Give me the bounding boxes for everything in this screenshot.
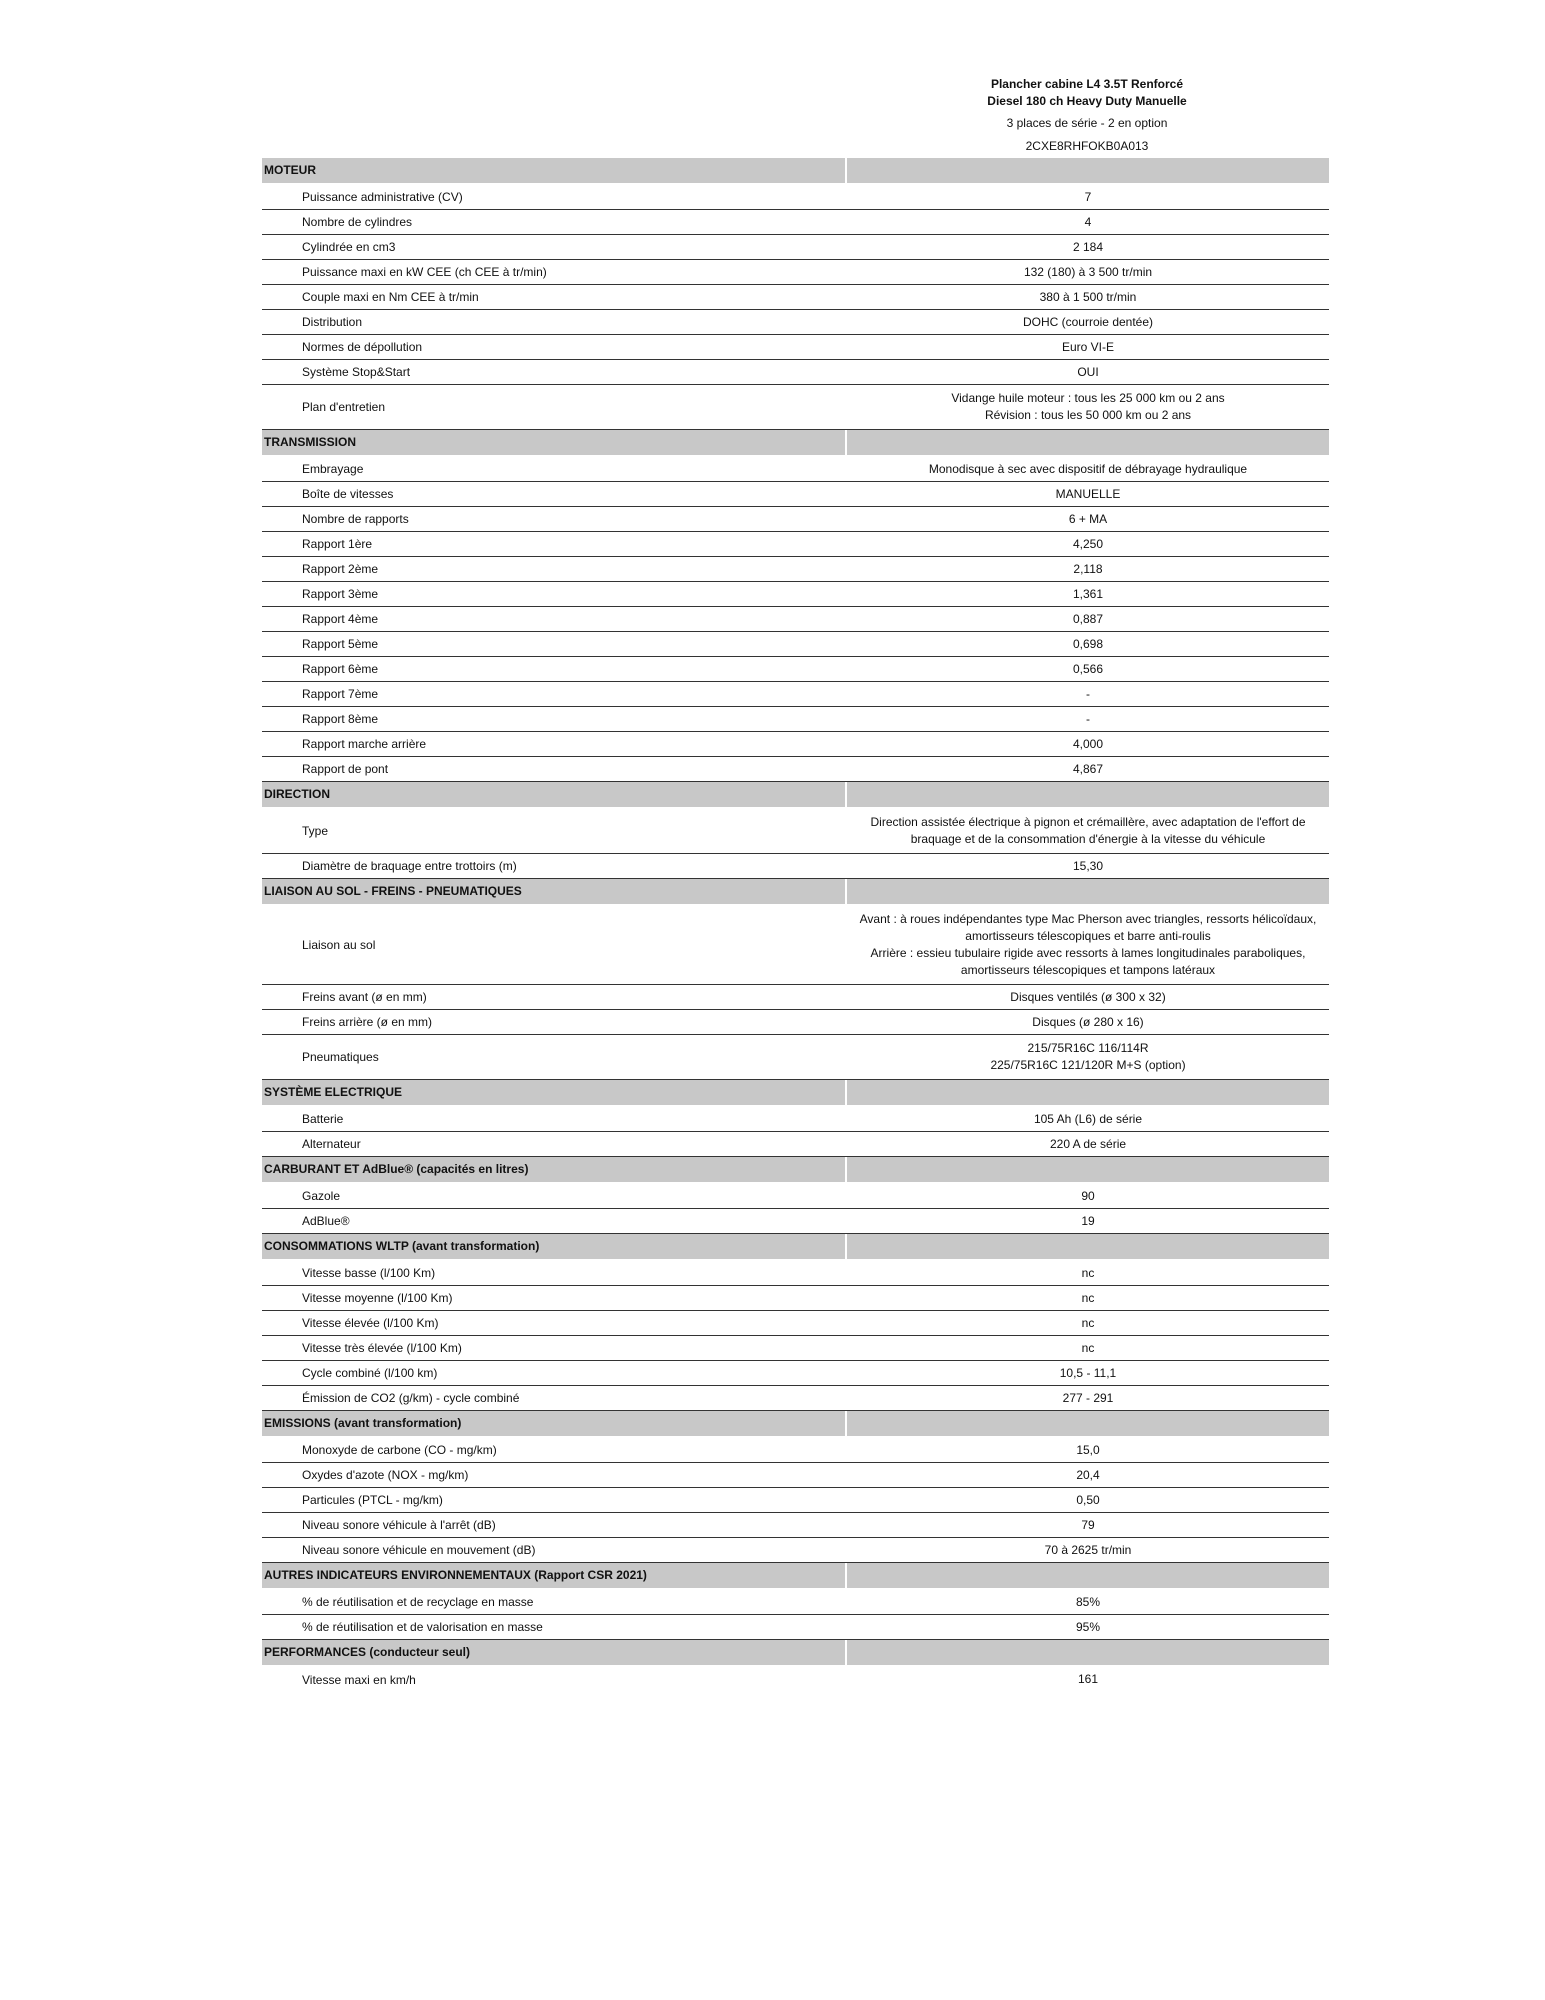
spec-row <box>262 1311 1329 1336</box>
spec-row <box>262 1184 1329 1209</box>
model-title-line2: Diesel 180 ch Heavy Duty Manuelle <box>987 94 1187 108</box>
spec-label: Freins avant (ø en mm) <box>302 990 427 1004</box>
spec-label: Rapport 2ème <box>302 562 379 576</box>
spec-label: Embrayage <box>302 462 364 476</box>
section-header-fill <box>847 782 1329 807</box>
spec-row <box>262 732 1329 757</box>
spec-label: Alternateur <box>302 1137 361 1151</box>
section-header <box>262 1157 1329 1184</box>
spec-row <box>262 507 1329 532</box>
spec-value: 4,000 <box>1072 736 1104 751</box>
spec-label: Vitesse basse (l/100 Km) <box>302 1266 436 1280</box>
section-header <box>262 879 1329 906</box>
spec-row <box>262 285 1329 310</box>
spec-row <box>262 757 1329 782</box>
section-header <box>262 1411 1329 1438</box>
spec-value: MANUELLE <box>1055 486 1121 501</box>
spec-label: Particules (PTCL - mg/km) <box>302 1493 443 1507</box>
spec-value: 0,566 <box>1072 661 1104 676</box>
spec-row <box>262 632 1329 657</box>
spec-row <box>262 1615 1329 1640</box>
spec-row <box>262 532 1329 557</box>
spec-value: 215/75R16C 116/114R 225/75R16C 121/120R M+S (option) <box>990 1041 1186 1072</box>
spec-row <box>262 1010 1329 1035</box>
spec-value: nc <box>1081 1290 1095 1305</box>
spec-label: Rapport 8ème <box>302 712 379 726</box>
spec-value: 1,361 <box>1072 586 1104 601</box>
section-header-fill <box>847 430 1329 455</box>
spec-label: Niveau sonore véhicule en mouvement (dB) <box>302 1543 536 1557</box>
spec-label: Puissance maxi en kW CEE (ch CEE à tr/min) <box>302 265 547 279</box>
spec-label: Couple maxi en Nm CEE à tr/min <box>302 290 479 304</box>
spec-label: Pneumatiques <box>302 1050 379 1064</box>
spec-table <box>262 158 1329 1692</box>
model-code: 2CXE8RHFOKB0A013 <box>1025 139 1149 153</box>
section-title: CONSOMMATIONS WLTP (avant transformation) <box>262 1234 845 1259</box>
spec-value: 15,30 <box>1072 858 1104 873</box>
spec-label: Boîte de vitesses <box>302 487 394 501</box>
spec-row <box>262 1209 1329 1234</box>
spec-value: Monodisque à sec avec dispositif de débrayage hydraulique <box>928 461 1248 476</box>
section-header-fill <box>847 158 1329 183</box>
spec-row <box>262 1286 1329 1311</box>
spec-label: Rapport 6ème <box>302 662 379 676</box>
spec-value: 95% <box>1075 1619 1101 1634</box>
section-header <box>262 1234 1329 1261</box>
spec-row <box>262 707 1329 732</box>
spec-row <box>262 607 1329 632</box>
spec-value: 15,0 <box>1076 1442 1100 1457</box>
spec-value: 7 <box>1084 189 1092 204</box>
spec-row <box>262 1488 1329 1513</box>
spec-value: 4,867 <box>1072 761 1104 776</box>
section-header <box>262 1563 1329 1590</box>
spec-label: Émission de CO2 (g/km) - cycle combiné <box>302 1391 520 1405</box>
spec-label: Normes de dépollution <box>302 340 423 354</box>
spec-label: Plan d'entretien <box>302 400 386 414</box>
spec-row <box>262 682 1329 707</box>
spec-label: Vitesse élevée (l/100 Km) <box>302 1316 439 1330</box>
spec-label: Système Stop&Start <box>302 365 411 379</box>
spec-value: DOHC (courroie dentée) <box>1022 314 1154 329</box>
section-title: LIAISON AU SOL - FREINS - PNEUMATIQUES <box>262 879 845 904</box>
spec-label: Rapport 1ère <box>302 537 373 551</box>
spec-row <box>262 1336 1329 1361</box>
spec-value: Disques ventilés (ø 300 x 32) <box>1010 989 1166 1004</box>
spec-row <box>262 260 1329 285</box>
seats-info: 3 places de série - 2 en option <box>1006 116 1168 130</box>
spec-value: 161 <box>1077 1672 1099 1686</box>
spec-row <box>262 385 1329 430</box>
spec-row <box>262 210 1329 235</box>
spec-label: Rapport marche arrière <box>302 737 427 751</box>
spec-label: Rapport 4ème <box>302 612 379 626</box>
spec-row <box>262 235 1329 260</box>
spec-row <box>262 360 1329 385</box>
spec-value: 220 A de série <box>1049 1136 1127 1151</box>
spec-value: 6 + MA <box>1068 511 1108 526</box>
section-title: PERFORMANCES (conducteur seul) <box>262 1640 845 1665</box>
section-title: MOTEUR <box>262 158 845 183</box>
spec-row <box>262 1513 1329 1538</box>
section-header-fill <box>847 1157 1329 1182</box>
spec-value: 2 184 <box>1072 239 1104 254</box>
section-header <box>262 158 1329 185</box>
spec-row <box>262 1590 1329 1615</box>
spec-row <box>262 1132 1329 1157</box>
spec-label: Batterie <box>302 1112 344 1126</box>
section-title: EMISSIONS (avant transformation) <box>262 1411 845 1436</box>
spec-label: Cylindrée en cm3 <box>302 240 396 254</box>
section-header-fill <box>847 1234 1329 1259</box>
spec-row <box>262 1438 1329 1463</box>
spec-value: 0,50 <box>1076 1492 1100 1507</box>
spec-row <box>262 906 1329 985</box>
spec-row <box>262 457 1329 482</box>
section-header-fill <box>847 1640 1329 1665</box>
spec-row <box>262 657 1329 682</box>
spec-label: Rapport 7ème <box>302 687 379 701</box>
spec-value: 10,5 - 11,1 <box>1059 1365 1117 1380</box>
spec-label: Vitesse très élevée (l/100 Km) <box>302 1341 462 1355</box>
spec-row <box>262 557 1329 582</box>
spec-label: Nombre de rapports <box>302 512 409 526</box>
spec-row <box>262 482 1329 507</box>
spec-row <box>262 1386 1329 1411</box>
spec-label: Oxydes d'azote (NOX - mg/km) <box>302 1468 469 1482</box>
spec-value: Direction assistée électrique à pignon et crémaillère, avec adaptation de l'effort de braquage et de la consommation d'énergie à la vitesse du véhicule <box>870 815 1306 846</box>
section-title: AUTRES INDICATEURS ENVIRONNEMENTAUX (Rapport CSR 2021) <box>262 1563 845 1588</box>
spec-value: 0,887 <box>1072 611 1104 626</box>
spec-value: nc <box>1081 1315 1095 1330</box>
spec-label: Cycle combiné (l/100 km) <box>302 1366 438 1380</box>
spec-label: Diamètre de braquage entre trottoirs (m) <box>302 859 517 873</box>
spec-value: Disques (ø 280 x 16) <box>1032 1014 1144 1029</box>
spec-value: Avant : à roues indépendantes type Mac Pherson avec triangles, ressorts hélicoïdaux, amortisseurs télescopiques et barre anti-roulis Arrière : essieu tubulaire rigide avec ressorts à lames longitudinales paraboliques, amortisseurs télescopiques et tampons latéraux <box>859 912 1317 977</box>
spec-row <box>262 1261 1329 1286</box>
section-title: SYSTÈME ELECTRIQUE <box>262 1080 845 1105</box>
spec-value: nc <box>1081 1265 1095 1280</box>
spec-header <box>845 76 1329 155</box>
spec-value: 105 Ah (L6) de série <box>1033 1111 1143 1126</box>
spec-value: 90 <box>1081 1188 1095 1203</box>
spec-label: Gazole <box>302 1189 341 1203</box>
spec-label: Vitesse maxi en km/h <box>302 1672 416 1687</box>
spec-value: 4 <box>1084 214 1092 229</box>
spec-row <box>262 1463 1329 1488</box>
spec-row <box>262 335 1329 360</box>
section-header <box>262 430 1329 457</box>
spec-label: % de réutilisation et de recyclage en masse <box>302 1595 534 1609</box>
spec-row <box>262 185 1329 210</box>
section-header <box>262 1640 1329 1667</box>
spec-label: Distribution <box>302 315 363 329</box>
section-header-fill <box>847 879 1329 904</box>
spec-label: Type <box>302 824 329 838</box>
section-header-fill <box>847 1080 1329 1105</box>
spec-value: OUI <box>1077 364 1099 379</box>
section-title: CARBURANT ET AdBlue® (capacités en litres) <box>262 1157 845 1182</box>
spec-value: Euro VI-E <box>1061 339 1115 354</box>
spec-label: % de réutilisation et de valorisation en masse <box>302 1620 543 1634</box>
spec-value: 2,118 <box>1073 561 1103 576</box>
spec-label: Niveau sonore véhicule à l'arrêt (dB) <box>302 1518 496 1532</box>
spec-value: 20,4 <box>1076 1467 1100 1482</box>
spec-label: Nombre de cylindres <box>302 215 413 229</box>
spec-row <box>262 1107 1329 1132</box>
spec-label: Puissance administrative (CV) <box>302 190 463 204</box>
spec-value: 4,250 <box>1072 536 1104 551</box>
model-title-line1: Plancher cabine L4 3.5T Renforcé <box>990 77 1184 91</box>
spec-value: 19 <box>1081 1213 1095 1228</box>
spec-row <box>262 310 1329 335</box>
spec-value: - <box>1086 686 1090 701</box>
spec-value: 79 <box>1081 1517 1095 1532</box>
spec-value: 70 à 2625 tr/min <box>1044 1542 1132 1557</box>
spec-value: - <box>1086 711 1090 726</box>
spec-label: Freins arrière (ø en mm) <box>302 1015 433 1029</box>
spec-label: Rapport 3ème <box>302 587 379 601</box>
spec-label: Rapport de pont <box>302 762 389 776</box>
section-title: TRANSMISSION <box>262 430 845 455</box>
spec-row <box>262 985 1329 1010</box>
spec-value: 277 - 291 <box>1062 1390 1114 1405</box>
spec-label: Monoxyde de carbone (CO - mg/km) <box>302 1443 497 1457</box>
spec-label: Rapport 5ème <box>302 637 379 651</box>
section-header-fill <box>847 1563 1329 1588</box>
spec-label: AdBlue® <box>302 1214 350 1228</box>
spec-value: 132 (180) à 3 500 tr/min <box>1023 264 1153 279</box>
spec-label: Vitesse moyenne (l/100 Km) <box>302 1291 453 1305</box>
spec-value: 0,698 <box>1072 636 1104 651</box>
spec-value: 85% <box>1075 1594 1101 1609</box>
spec-row <box>262 1361 1329 1386</box>
section-header <box>262 1080 1329 1107</box>
section-title: DIRECTION <box>262 782 845 807</box>
spec-row <box>262 809 1329 854</box>
spec-row <box>262 582 1329 607</box>
spec-row <box>262 854 1329 879</box>
section-header-fill <box>847 1411 1329 1436</box>
section-header <box>262 782 1329 809</box>
spec-row <box>262 1538 1329 1563</box>
spec-value: nc <box>1081 1340 1095 1355</box>
spec-value: Vidange huile moteur : tous les 25 000 km ou 2 ans Révision : tous les 50 000 km ou 2 ans <box>951 391 1225 422</box>
spec-row <box>262 1035 1329 1080</box>
spec-row <box>262 1667 1329 1692</box>
spec-value: 380 à 1 500 tr/min <box>1039 289 1137 304</box>
spec-label: Liaison au sol <box>302 938 376 952</box>
